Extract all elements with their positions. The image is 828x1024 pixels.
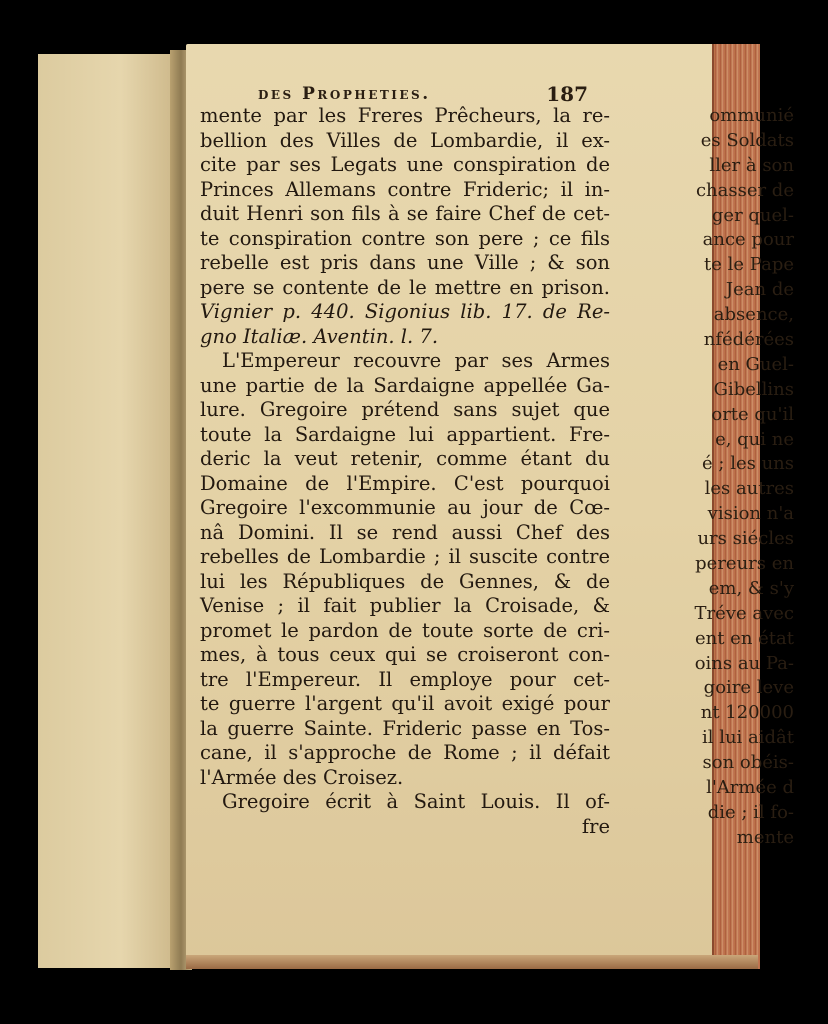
left-page-line: les autres	[704, 478, 794, 500]
text-line: fre	[581, 814, 610, 838]
left-page-line: die ; il fo-	[707, 801, 794, 823]
text-line: l'Armée des Croisez.	[200, 765, 404, 789]
left-page-line: vision n'a	[707, 503, 794, 525]
text-line: bellion des Villes de Lombardie, il ex-	[200, 128, 610, 152]
left-page-line: oins au Pa-	[694, 652, 794, 674]
text-line: rebelles de Lombardie ; il suscite contre	[200, 545, 610, 568]
text-line: te conspiration contre son pere ; ce fils	[200, 226, 610, 250]
text-line: Gregoire l'excommunie au jour de Cœ-	[200, 496, 610, 519]
text-line: toute la Sardaigne lui appartient. Fre-	[200, 422, 610, 446]
left-page-line: goire leve	[703, 677, 794, 699]
left-page-line: orte qu'il	[711, 403, 794, 425]
left-page-line: e, qui ne	[715, 428, 794, 450]
text-line: Venise ; il fait publier la Croisade, &	[200, 594, 610, 617]
text-line: L'Empereur recouvre par ses Armes	[222, 349, 610, 372]
left-page-line: Gibellins	[713, 378, 794, 400]
text-line: cane, il s'approche de Rome ; il défait	[200, 741, 610, 764]
left-page-line: Jean de	[725, 279, 794, 301]
left-page-text	[695, 104, 794, 851]
right-page-text	[200, 104, 610, 839]
left-page-line: ent en état	[694, 627, 794, 649]
left-page-line: em, & s'y	[708, 577, 794, 599]
left-page-line: urs siécles	[697, 528, 794, 550]
page-number: 187	[546, 82, 588, 106]
left-page-line: pereurs en	[695, 553, 794, 575]
text-line: rebelle est pris dans une Ville ; & son	[200, 251, 610, 274]
text-line: lui les Républiques de Gennes, & de	[200, 569, 610, 593]
left-page-line: mente	[736, 826, 794, 848]
left-page-line: absence,	[713, 304, 794, 326]
text-line: nâ Domini. Il se rend aussi Chef des	[200, 520, 610, 544]
text-line: te guerre l'argent qu'il avoit exigé pour	[200, 692, 610, 715]
left-page-line: son obéis-	[702, 752, 794, 774]
left-page-line: il lui aidât	[701, 727, 794, 749]
left-page-line: nt 120000	[700, 702, 794, 724]
left-page-line: es Soldats	[700, 129, 794, 151]
text-line: Vignier p. 440. Sigonius lib. 17. de Re-	[200, 300, 610, 323]
text-line: deric la veut retenir, comme étant du	[200, 447, 610, 470]
left-page	[38, 54, 176, 968]
left-page-line: Tréve avec	[694, 602, 794, 624]
text-line: la guerre Sainte. Frideric passe en Tos-	[200, 716, 610, 740]
left-page-line: en Guel-	[717, 353, 794, 375]
text-line: mente par les Freres Prêcheurs, la re-	[200, 104, 610, 127]
text-line: lure. Gregoire prétend sans sujet que	[200, 398, 610, 421]
text-line: pere se contente de le mettre en prison.	[200, 275, 610, 299]
text-line: Princes Allemans contre Frideric; il in-	[200, 177, 610, 201]
text-line: Gregoire écrit à Saint Louis. Il of-	[222, 790, 610, 813]
text-line: tre l'Empereur. Il employe pour cet-	[200, 667, 610, 691]
left-page-line: nfédérées	[703, 329, 794, 351]
text-line: mes, à tous ceux qui se croiseront con-	[200, 643, 610, 666]
left-page-line: chasser de	[695, 179, 794, 201]
text-line: duit Henri son fils à se faire Chef de cet-	[200, 202, 610, 225]
text-line: une partie de la Sardaigne appellée Ga-	[200, 373, 610, 397]
text-line: cite par ses Legats une conspiration de	[200, 153, 610, 176]
left-page-line: te le Pape	[704, 254, 794, 276]
left-page-line: ller à son	[709, 154, 794, 176]
text-line: gno Italiæ. Aventin. l. 7.	[200, 324, 439, 348]
text-line: Domaine de l'Empire. C'est pourquoi	[200, 471, 610, 495]
running-title: des Propheties.	[258, 84, 431, 104]
left-page-line: ommunié	[709, 105, 794, 126]
text-line: promet le pardon de toute sorte de cri-	[200, 618, 610, 642]
bottom-page-edge	[186, 955, 758, 969]
left-page-line: ger quel-	[711, 204, 794, 226]
left-page-line: ance pour	[702, 229, 794, 251]
left-page-line: l'Armée d	[706, 777, 794, 799]
left-page-line: é ; les uns	[702, 453, 794, 475]
